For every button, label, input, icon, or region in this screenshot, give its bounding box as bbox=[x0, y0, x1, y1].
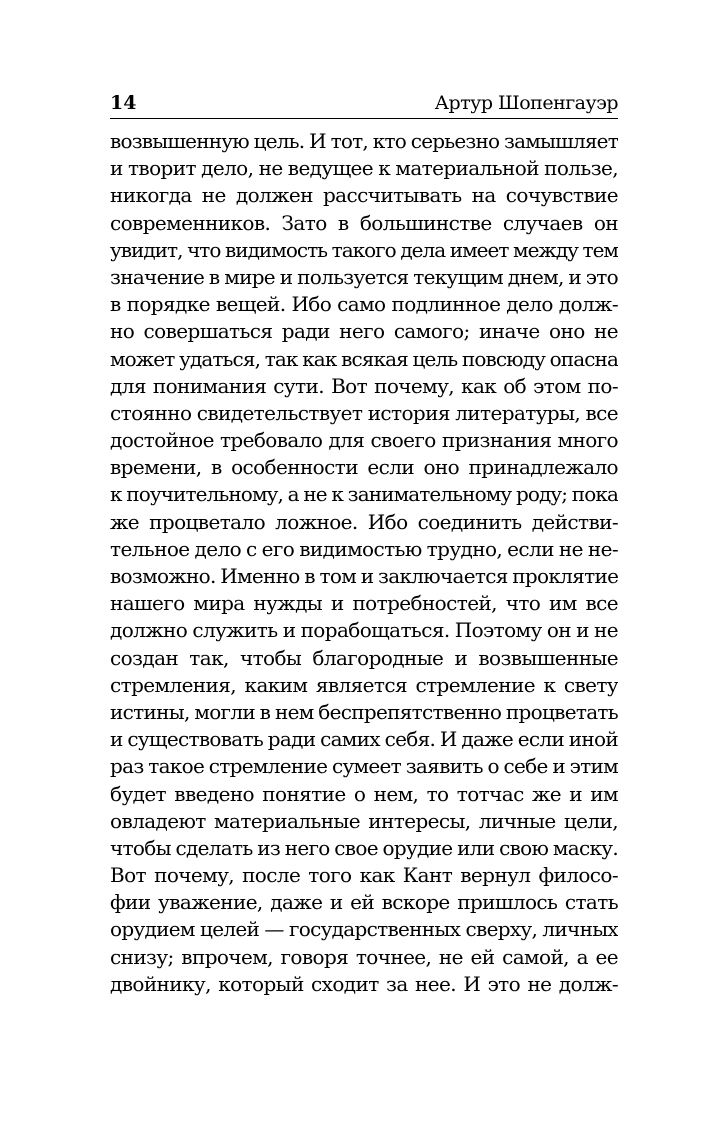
body-text bbox=[110, 128, 618, 998]
text-line: к поучительному, а не к занимательному роду; пока bbox=[110, 482, 618, 507]
text-line: нашего мира нужды и потребностей, что им все bbox=[110, 591, 618, 616]
running-title-author: Артур Шопенгауэр bbox=[434, 92, 618, 114]
text-line: для понимания сути. Вот почему, как об этом по- bbox=[110, 373, 618, 398]
text-line: но совершаться ради него самого; иначе оно не bbox=[110, 319, 618, 344]
text-line: может удаться, так как всякая цель повсюду опасна bbox=[110, 346, 618, 371]
text-line: истины, могли в нем беспрепятственно процветать bbox=[110, 699, 618, 724]
text-line: стремления, каким является стремление к свету bbox=[110, 672, 618, 697]
text-line: же процветало ложное. Ибо соединить действи- bbox=[110, 509, 618, 534]
header-divider-rule bbox=[110, 118, 618, 119]
text-line: овладеют материальные интересы, личные цели, bbox=[110, 808, 618, 833]
text-line: будет введено понятие о нем, то тотчас же и им bbox=[110, 781, 618, 806]
text-line: Вот почему, после того как Кант вернул филосо- bbox=[110, 863, 618, 888]
text-line: в порядке вещей. Ибо само подлинное дело долж- bbox=[110, 292, 618, 317]
text-line: и творит дело, не ведущее к материальной пользе, bbox=[110, 156, 618, 181]
text-line: и существовать ради самих себя. И даже если иной bbox=[110, 727, 618, 752]
text-line: тельное дело с его видимостью трудно, если не не- bbox=[110, 536, 618, 561]
text-line: современников. Зато в большинстве случаев он bbox=[110, 210, 618, 235]
text-line: возможно. Именно в том и заключается проклятие bbox=[110, 564, 618, 588]
text-line: снизу; впрочем, говоря точнее, не ей самой, а ее bbox=[110, 944, 618, 969]
text-line: должно служить и порабощаться. Поэтому он и не bbox=[110, 618, 618, 643]
text-line: чтобы сделать из него свое орудие или свою маску. bbox=[110, 835, 618, 860]
text-line: создан так, чтобы благородные и возвышенные bbox=[110, 645, 618, 670]
text-line: стоянно свидетельствует история литературы, все bbox=[110, 400, 618, 425]
text-line: увидит, что видимость такого дела имеет между тем bbox=[110, 237, 618, 262]
text-line: раз такое стремление сумеет заявить о себе и этим bbox=[110, 754, 618, 779]
text-line: фии уважение, даже и ей вскоре пришлось стать bbox=[110, 890, 618, 915]
page-number: 14 bbox=[110, 92, 137, 114]
text-line: орудием целей — государственных сверху, личных bbox=[110, 917, 618, 942]
text-line: двойнику, который сходит за нее. И это не долж- bbox=[110, 971, 618, 996]
text-line: значение в мире и пользуется текущим днем, и это bbox=[110, 264, 618, 289]
text-line: достойное требовало для своего признания много bbox=[110, 428, 618, 453]
text-line: времени, в особенности если оно принадлежало bbox=[110, 455, 618, 480]
text-line: никогда не должен рассчитывать на сочувствие bbox=[110, 183, 618, 208]
running-header bbox=[110, 92, 618, 116]
text-line: возвышенную цель. И тот, кто серьезно замышляет bbox=[110, 129, 618, 153]
